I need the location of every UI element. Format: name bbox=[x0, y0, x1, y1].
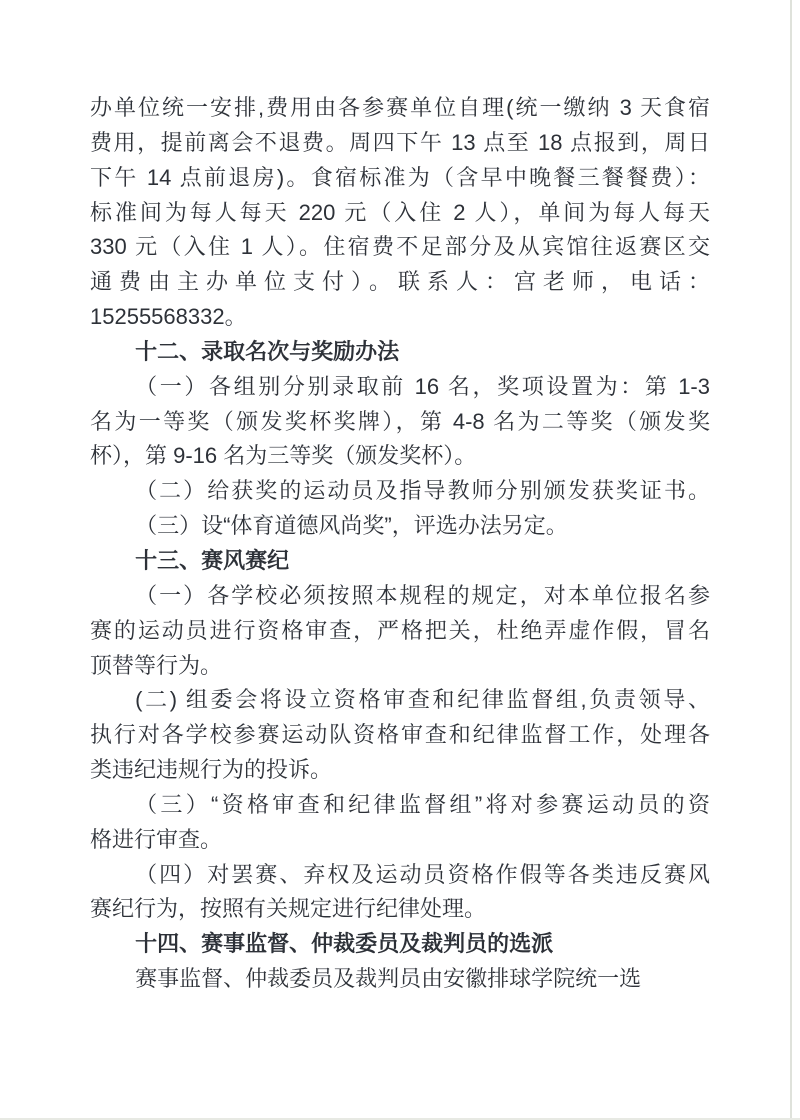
document-text-block bbox=[90, 91, 710, 997]
body-line: （一）各组别分别录取前 16 名，奖项设置为：第 1-3 bbox=[135, 373, 710, 399]
body-line: 下午 14 点前退房)。食宿标准为（含早中晚餐三餐餐费）： bbox=[90, 164, 710, 190]
body-line: （四）对罢赛、弃权及运动员资格作假等各类违反赛风 bbox=[135, 861, 710, 887]
body-line: 费用，提前离会不退费。周四下午 13 点至 18 点报到，周日 bbox=[90, 129, 710, 155]
body-line: 类违纪违规行为的投诉。 bbox=[90, 757, 333, 783]
body-line: （三）“资格审查和纪律监督组”将对参赛运动员的资 bbox=[135, 791, 710, 817]
body-line: 执行对各学校参赛运动队资格审查和纪律监督工作，处理各 bbox=[90, 722, 710, 748]
body-line: 赛的运动员进行资格审查，严格把关，杜绝弄虚作假，冒名 bbox=[90, 617, 710, 643]
body-line: （三）设“体育道德风尚奖”，评选办法另定。 bbox=[135, 513, 568, 539]
page-scan-edge-right bbox=[790, 0, 792, 1120]
section-heading-14: 十四、赛事监督、仲裁委员及裁判员的选派 bbox=[135, 931, 554, 957]
body-line: 赛事监督、仲裁委员及裁判员由安徽排球学院统一选 bbox=[135, 966, 642, 992]
body-line-phone: 15255568332。 bbox=[90, 304, 247, 330]
section-heading-13: 十三、赛风赛纪 bbox=[135, 547, 290, 573]
body-line: 330 元（入住 1 人）。住宿费不足部分及从宾馆往返赛区交 bbox=[90, 234, 710, 260]
section-heading-12: 十二、录取名次与奖励办法 bbox=[135, 338, 400, 364]
body-line: （二）给获奖的运动员及指导教师分别颁发获奖证书。 bbox=[135, 478, 710, 504]
body-line: （一）各学校必须按照本规程的规定，对本单位报名参 bbox=[135, 582, 710, 608]
body-line: 顶替等行为。 bbox=[90, 652, 223, 678]
body-line: 赛纪行为，按照有关规定进行纪律处理。 bbox=[90, 896, 487, 922]
body-line-contact: 通费由主办单位支付）。联系人：宫老师，电话： bbox=[90, 269, 710, 295]
body-line: (二) 组委会将设立资格审查和纪律监督组,负责领导、 bbox=[135, 687, 710, 713]
body-line: 名为一等奖（颁发奖杯奖牌），第 4-8 名为二等奖（颁发奖 bbox=[90, 408, 710, 434]
body-line: 办单位统一安排,费用由各参赛单位自理(统一缴纳 3 天食宿 bbox=[90, 95, 710, 120]
body-line: 标准间为每人每天 220 元（入住 2 人），单间为每人每天 bbox=[90, 199, 710, 225]
body-line: 格进行审查。 bbox=[90, 826, 223, 852]
body-line: 杯），第 9-16 名为三等奖（颁发奖杯）。 bbox=[90, 443, 477, 469]
